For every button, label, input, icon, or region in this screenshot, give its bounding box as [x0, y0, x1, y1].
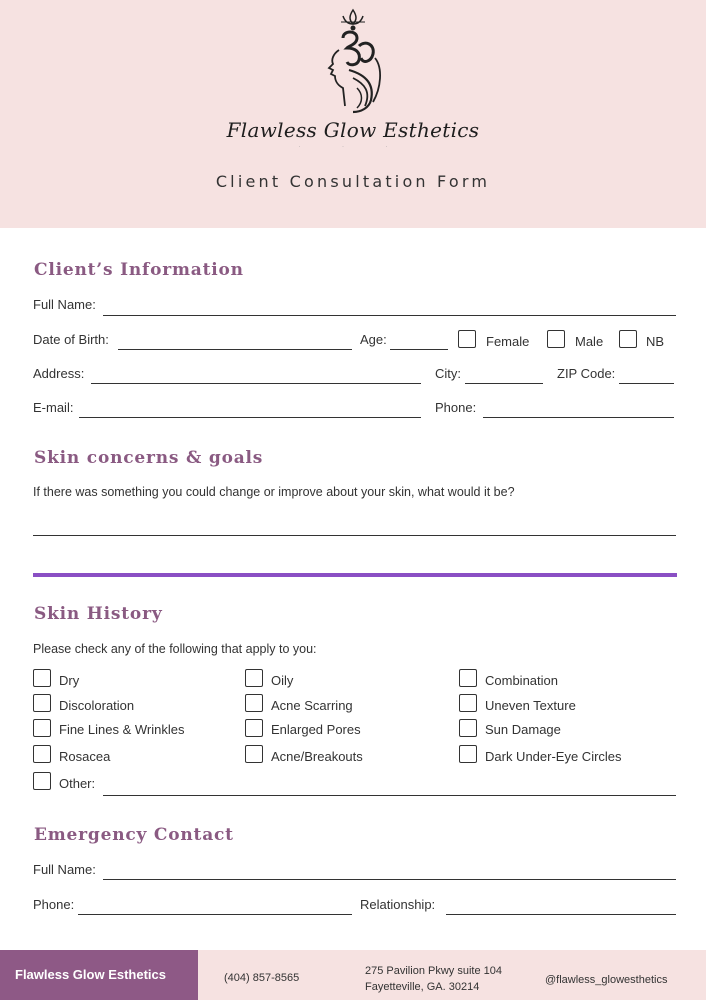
acne-breakouts-label: Acne/Breakouts	[271, 749, 363, 764]
discoloration-checkbox[interactable]	[33, 694, 51, 712]
age-field[interactable]	[390, 328, 448, 350]
skin-concerns-answer-field[interactable]	[33, 514, 676, 536]
skin-history-title: Skin History	[34, 604, 163, 624]
relationship-field[interactable]	[446, 893, 676, 915]
address-field[interactable]	[91, 362, 421, 384]
lotus-face-om-logo-icon	[313, 8, 393, 114]
discoloration-label: Discoloration	[59, 698, 135, 713]
full-name-label: Full Name:	[33, 297, 96, 312]
rosacea-label: Rosacea	[59, 749, 111, 764]
dark-circles-checkbox[interactable]	[459, 745, 477, 763]
sun-damage-label: Sun Damage	[485, 722, 561, 737]
acne-scarring-label: Acne Scarring	[271, 698, 353, 713]
rosacea-checkbox[interactable]	[33, 745, 51, 763]
emergency-phone-label: Phone:	[33, 897, 75, 912]
nb-checkbox[interactable]	[619, 330, 637, 348]
city-label: City:	[435, 366, 461, 381]
footer-social: @flawless_glowesthetics	[545, 974, 668, 986]
female-checkbox[interactable]	[458, 330, 476, 348]
sun-damage-checkbox[interactable]	[459, 719, 477, 737]
emergency-title: Emergency Contact	[34, 825, 234, 845]
dry-label: Dry	[59, 673, 80, 688]
email-field[interactable]	[79, 396, 421, 418]
brand-name: Flawless Glow Esthetics	[226, 118, 480, 142]
header	[0, 0, 706, 228]
oily-label: Oily	[271, 673, 294, 688]
email-label: E-mail:	[33, 400, 74, 415]
acne-breakouts-checkbox[interactable]	[245, 745, 263, 763]
male-label: Male	[575, 334, 604, 349]
enlarged-pores-checkbox[interactable]	[245, 719, 263, 737]
address-label: Address:	[33, 366, 85, 381]
other-field[interactable]	[103, 774, 676, 796]
full-name-field[interactable]	[103, 294, 676, 316]
uneven-texture-label: Uneven Texture	[485, 698, 576, 713]
fine-lines-checkbox[interactable]	[33, 719, 51, 737]
skin-concerns-title: Skin concerns & goals	[34, 448, 264, 468]
emergency-full-name-label: Full Name:	[33, 862, 96, 877]
dry-checkbox[interactable]	[33, 669, 51, 687]
zip-label: ZIP Code:	[557, 366, 616, 381]
phone-field[interactable]	[483, 396, 674, 418]
skin-concerns-question: If there was something you could change or improve about your skin, what would it be?	[33, 485, 515, 499]
phone-label: Phone:	[435, 400, 477, 415]
city-field[interactable]	[465, 362, 543, 384]
oily-checkbox[interactable]	[245, 669, 263, 687]
zip-field[interactable]	[619, 362, 674, 384]
dob-field[interactable]	[118, 328, 352, 350]
dark-circles-label: Dark Under-Eye Circles	[485, 749, 622, 764]
fine-lines-label: Fine Lines & Wrinkles	[59, 722, 185, 737]
dob-label: Date of Birth:	[33, 332, 109, 347]
relationship-label: Relationship:	[360, 897, 436, 912]
footer-brand: Flawless Glow Esthetics	[0, 950, 198, 1000]
uneven-texture-checkbox[interactable]	[459, 694, 477, 712]
female-label: Female	[486, 334, 530, 349]
footer-phone: (404) 857-8565	[224, 972, 300, 984]
section-divider	[33, 573, 677, 577]
enlarged-pores-label: Enlarged Pores	[271, 722, 361, 737]
age-label: Age:	[360, 332, 387, 347]
form-title: Client Consultation Form	[215, 172, 491, 191]
male-checkbox[interactable]	[547, 330, 565, 348]
footer	[0, 950, 706, 1000]
combination-label: Combination	[485, 673, 558, 688]
emergency-phone-field[interactable]	[78, 893, 352, 915]
skin-history-instruction: Please check any of the following that apply to you:	[33, 642, 317, 656]
client-info-title: Client’s Information	[34, 260, 244, 280]
footer-address-line1: 275 Pavilion Pkwy suite 104	[365, 965, 502, 977]
other-label: Other:	[59, 776, 96, 791]
brand-decoration: · · ·	[298, 144, 408, 150]
emergency-full-name-field[interactable]	[103, 858, 676, 880]
combination-checkbox[interactable]	[459, 669, 477, 687]
other-checkbox[interactable]	[33, 772, 51, 790]
nb-label: NB	[646, 334, 665, 349]
acne-scarring-checkbox[interactable]	[245, 694, 263, 712]
footer-address-line2: Fayetteville, GA. 30214	[365, 981, 480, 993]
